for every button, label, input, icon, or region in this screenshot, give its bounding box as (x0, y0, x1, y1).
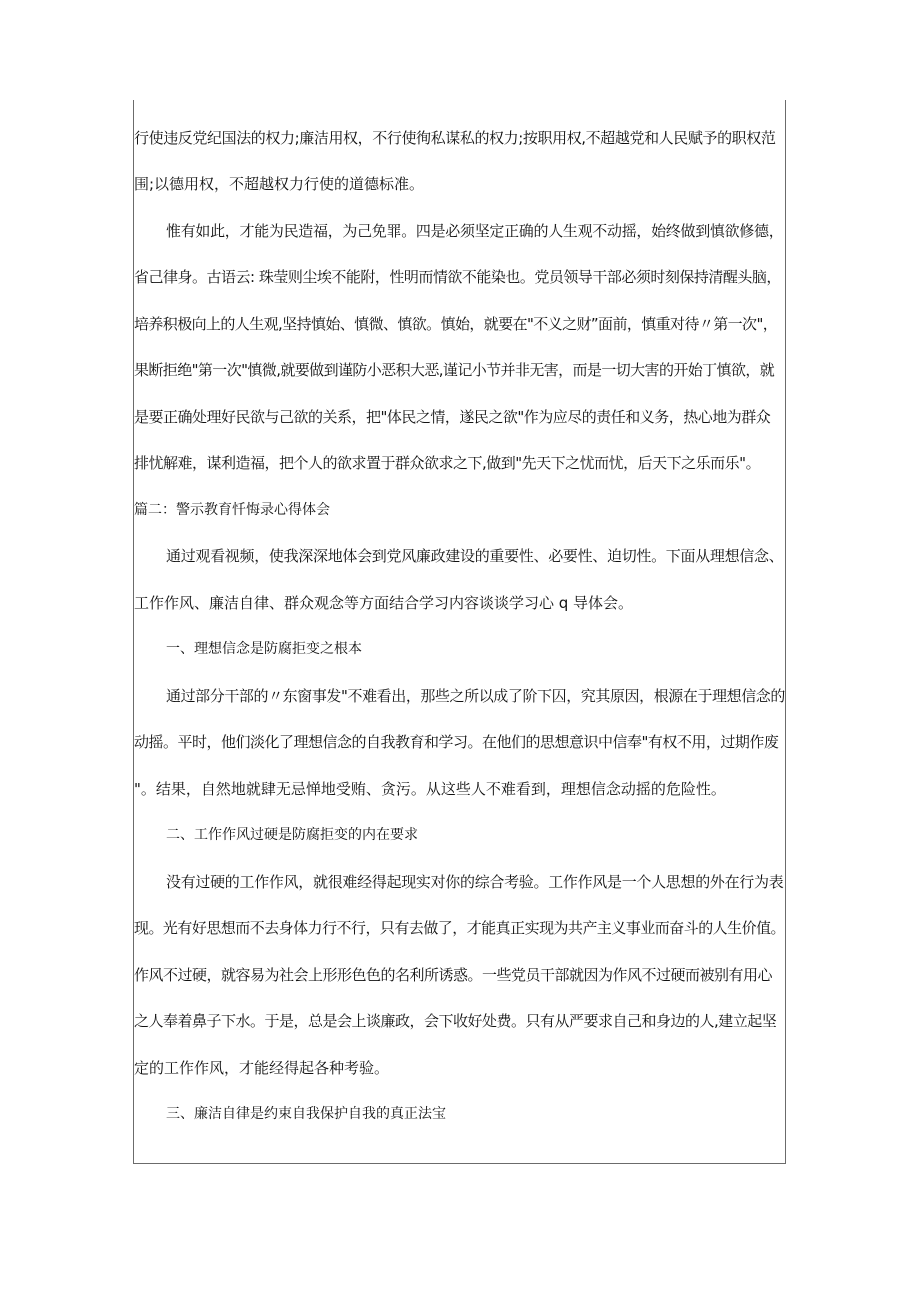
text-line: 围;以德用权，不超越权力行使的道德标准。 (134, 175, 425, 193)
section-heading: 篇二：警示教育忏悔录心得体会 (134, 502, 330, 518)
subsection-heading: 三、廉洁自律是约束自我保护自我的真正法宝 (166, 1106, 446, 1122)
paragraph-start: 惟有如此，才能为民造福，为己免罪。四是必须坚定正确的人生观不动摇，始终做到慎欲修德， (166, 222, 784, 240)
text-line: 工作作风、廉洁自律、群众观念等方面结合学习内容谈谈学习心 q 导体会。 (134, 594, 634, 612)
subsection-heading: 一、理想信念是防腐拒变之根本 (166, 641, 362, 657)
text-line: 省己律身。古语云: 珠莹则尘埃不能附，性明而情欲不能染也。党员领导干部必须时刻保持清醒头脑， (134, 268, 781, 286)
text-line: 行使违反党纪国法的权力;廉洁用权，不行使徇私谋私的权力;按职用权,不超越党和人民赋予的职权范 (134, 129, 776, 147)
text-line: "。结果，自然地就肆无忌惮地受贿、贪污。从这些人不难看到，理想信念动摇的危险性。 (134, 780, 726, 798)
paragraph-start: 通过观看视频，使我深深地体会到党风廉政建设的重要性、必要性、迫切性。下面从理想信念、 (166, 547, 784, 565)
text-line: 培养积极向上的人生观,坚持慎始、慎微、慎欲。慎始，就要在"不义之财”面前，慎重对待〃第一次"， (134, 315, 778, 333)
text-line: 果断拒绝"第一次"慎微,就要做到谨防小恶积大恶,谨记小节并非无害，而是一切大害的开始丁慎欲，就 (134, 361, 775, 379)
document-frame (133, 100, 786, 1164)
text-line: 作风不过硬，就容易为社会上形形色色的名利所诱惑。一些党员干部就因为作风不过硬而被别有用心 (134, 966, 773, 984)
text-line: 排忧解难，谋利造福，把个人的欲求置于群众欲求之下,做到"先天下之忧而忧，后天下之乐而乐"。 (134, 454, 761, 472)
text-line: 现。光有好思想而不去身体力行不行，只有去做了，才能真正实现为共产主义事业而奋斗的人生价值。 (134, 919, 786, 937)
text-line: 动摇。平时，他们淡化了理想信念的自我教育和学习。在他们的思想意识中信奉"有权不用，过期作废 (134, 733, 779, 751)
text-line: 是要正确处理好民欲与己欲的关系，把"体民之情，遂民之欲"作为应尽的责任和义务，热心地为群众 (134, 408, 771, 426)
paragraph-start: 通过部分干部的〃东窗事发"不难看出，那些之所以成了阶下囚，究其原因，根源在于理想信念的 (166, 687, 785, 705)
paragraph-start: 没有过硬的工作作风，就很难经得起现实对你的综合考验。工作作风是一个人思想的外在行为表 (166, 873, 784, 891)
text-line: 之人奉着鼻子下水。于是，总是会上谈廉政，会下收好处费。只有从严要求自己和身边的人,建立起坚 (134, 1012, 777, 1030)
subsection-heading: 二、工作作风过硬是防腐拒变的内在要求 (166, 827, 418, 843)
text-line: 定的工作作风，才能经得起各种考验。 (134, 1059, 390, 1077)
